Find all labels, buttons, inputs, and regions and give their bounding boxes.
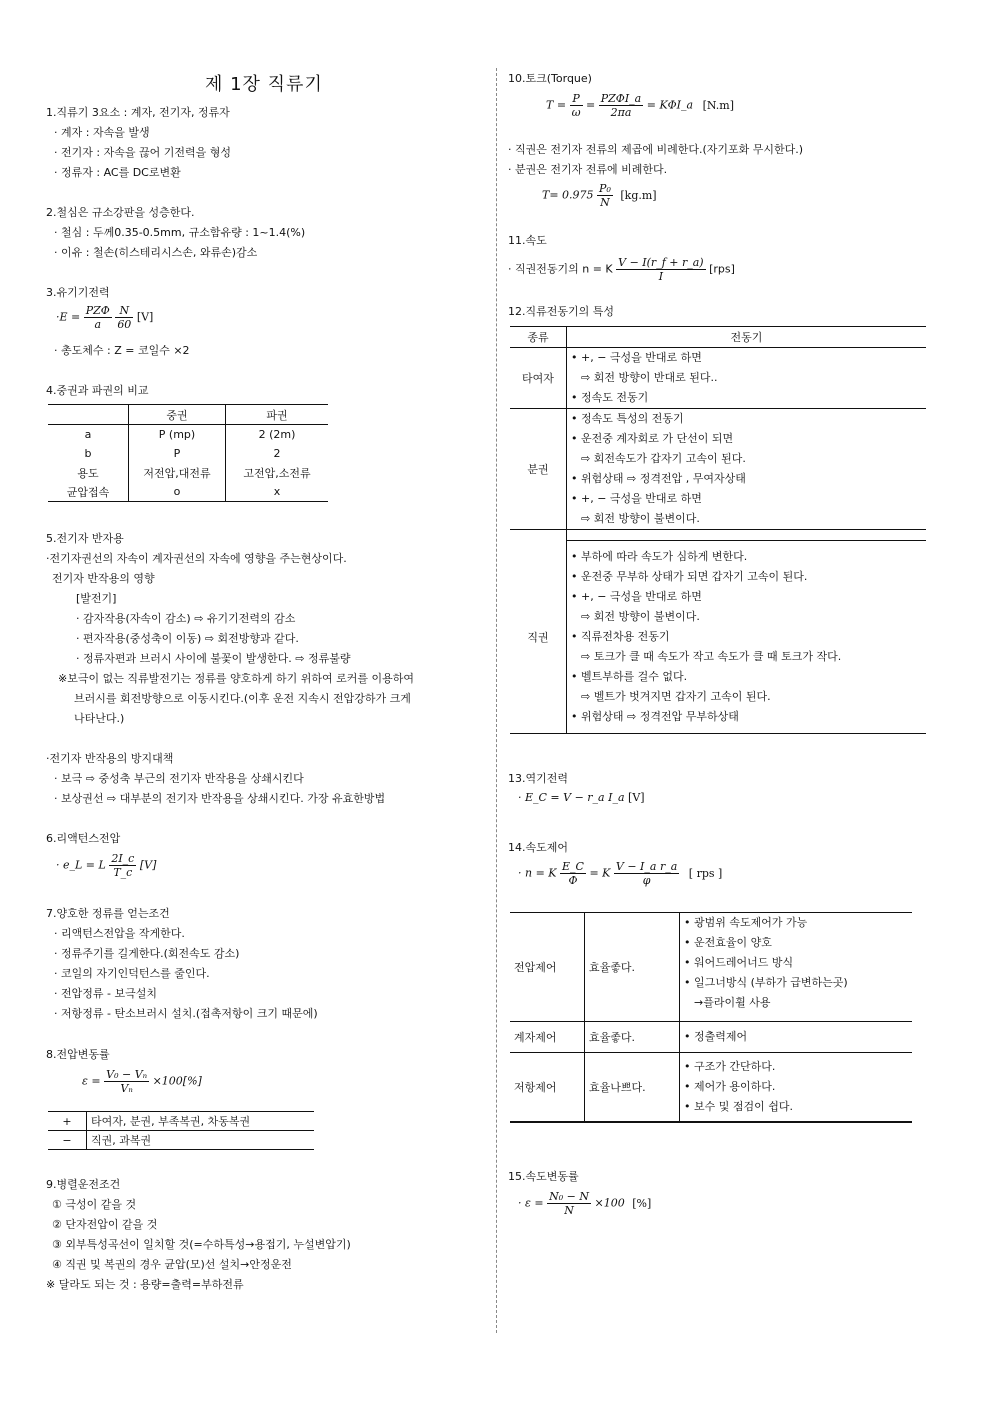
- s7-item: · 리액턴스전압을 작게한다.: [54, 927, 185, 940]
- s5-line: ·전기자권선의 자속이 계자권선의 자속에 영향을 주는현상이다.: [46, 552, 347, 565]
- s5-line: 브러시를 회전방향으로 이동시킨다.(이후 운전 지속시 전압강하가 크게: [74, 692, 411, 705]
- s5-prevent-item: · 보극 ⇨ 중성축 부근의 전기자 반작용을 상쇄시킨다: [54, 772, 304, 785]
- s10-item: · 분권은 전기자 전류에 비례한다.: [508, 163, 668, 176]
- s8-formula: ε = $\frac{\text{V₀ − Vₙ}}{\text{Vₙ}}$ ×100[%]: [82, 1068, 202, 1095]
- s5-line: · 정류자편과 브러시 사이에 불꽃이 발생한다. ⇨ 정류불량: [76, 652, 351, 665]
- s1-heading: 1.직류기 3요소 : 계자, 전기자, 정류자: [46, 106, 230, 119]
- s6-heading: 6.리액턴스전압: [46, 832, 121, 845]
- s14-heading: 14.속도제어: [508, 841, 568, 854]
- s7-item: · 코일의 자기인덕턴스를 줄인다.: [54, 967, 210, 980]
- s12-heading: 12.직류전동기의 특성: [508, 305, 614, 318]
- s9-heading: 9.병렬운전조건: [46, 1178, 121, 1191]
- s3-heading: 3.유기기전력: [46, 286, 110, 299]
- s9-item: ② 단자전압이 같을 것: [52, 1218, 158, 1231]
- s10-item: · 직권은 전기자 전류의 제곱에 비례한다.(자기포화 무시한다.): [508, 143, 804, 156]
- s14-formula: · n = K $\frac{E\_C}{\Phi}$ = K $\frac{\text{V − I\_a r\_a}}{\varphi}$ [ rps ]: [518, 860, 723, 887]
- s1-item: · 정류자 : AC를 DC로변환: [54, 166, 181, 179]
- s13-heading: 13.역기전력: [508, 772, 568, 785]
- s14-table: 전압제어 효율좋다. • 광범위 속도제어가 가능 • 운전효율이 양호 • 워어드레어너드 방식 • 일그너방식 (부하가 급변하는곳) →플라이휠 사용 계자제어 효율좋다. • 정출력제어 저항제어 효율나쁘다. • 구조가 간단하다. • 제어가 용이하다. • 보수 및 점검이 쉽다.: [510, 912, 912, 1123]
- s3-item: · 총도체수 : Z = 코일수 ×2: [54, 344, 190, 357]
- s5-line: 나타난다.): [74, 712, 125, 725]
- s10-formula: T = $\frac{P}{\omega}$ = $\frac{\text{PZΦI\_a}}{2\pi a}$ = KΦI_a [N.m]: [546, 92, 735, 119]
- s3-formula: ·E = $\frac{\text{PZΦ}}{a}$ $\frac{N}{60}$ [V]: [56, 304, 154, 331]
- s10-formula-2: T= 0.975 $\frac{\text{P₀}}{N}$ [kg.m]: [542, 182, 657, 209]
- s4-table: 중권 파권 a P (mp) 2 (2m) b P 2 용도 저전압,대전류 고전압,소전류 균압접속 o x: [48, 404, 328, 502]
- s5-line: 전기자 반작용의 영향: [52, 572, 155, 585]
- s2-heading: 2.철심은 규소강판을 성층한다.: [46, 206, 195, 219]
- s7-item: · 정류주기를 길게한다.(회전속도 감소): [54, 947, 240, 960]
- s10-heading: 10.토크(Torque): [508, 72, 592, 85]
- s7-item: · 전압정류 - 보극설치: [54, 987, 157, 1000]
- column-divider: [496, 68, 497, 1333]
- s1-item: · 계자 : 자속을 발생: [54, 126, 150, 139]
- s15-formula: · ε = $\frac{\text{N₀ − N}}{N}$ ×100 [%]: [518, 1190, 652, 1217]
- s2-item: · 이유 : 철손(히스테리시스손, 와류손)감소: [54, 246, 258, 259]
- s5-heading: 5.전기자 반자용: [46, 532, 124, 545]
- s5-prevent-item: · 보상권선 ⇨ 대부분의 전기자 반작용을 상쇄시킨다. 가장 유효한방법: [54, 792, 386, 805]
- s8-table: + 타여자, 분권, 부족복권, 차동복권 − 직권, 과복권: [48, 1111, 314, 1150]
- s13-formula: · E_C = V − r_a I_a [V]: [518, 791, 645, 804]
- s9-item: ④ 직권 및 복권의 경우 균압(모)선 설치→안정운전: [52, 1258, 292, 1271]
- s9-note: ※ 달라도 되는 것 : 용량=출력=부하전류: [46, 1278, 244, 1291]
- s5-line: · 감자작용(자속이 감소) ⇨ 유기기전력의 감소: [76, 612, 296, 625]
- s5-prevent-heading: ·전기자 반작용의 방지대책: [46, 752, 174, 765]
- s11-formula: · 직권전동기의 n = K $\frac{V - I(r\_f + r\_a)}{I}$ [rps]: [508, 256, 735, 283]
- s5-line: ※보극이 없는 직류발전기는 정류를 양호하게 하기 위하여 로커를 이용하여: [58, 672, 414, 685]
- s1-item: · 전기자 : 자속을 끊어 기전력을 형성: [54, 146, 231, 159]
- s15-heading: 15.속도변동률: [508, 1170, 579, 1183]
- s11-heading: 11.속도: [508, 234, 547, 247]
- s9-item: ③ 외부특성곡선이 일치할 것(=수하특성→용접기, 누설변압기): [52, 1238, 351, 1251]
- s9-item: ① 극성이 같을 것: [52, 1198, 137, 1211]
- page-title: 제 1장 직류기: [205, 74, 323, 95]
- s5-line: · 편자작용(중성축이 이동) ⇨ 회전방향과 같다.: [76, 632, 299, 645]
- s5-line: [발전기]: [76, 592, 117, 605]
- s6-formula: · e_L = L $\frac{2I\_c}{T\_c}$ [V]: [56, 852, 157, 879]
- s2-item: · 철심 : 두께0.35-0.5mm, 규소함유량 : 1~1.4(%): [54, 226, 306, 239]
- s7-item: · 저항정류 - 탄소브러시 설치.(접촉저항이 크기 때문에): [54, 1007, 318, 1020]
- s12-table: 종류 전동기 타여자 • +, − 극성을 반대로 하면 ⇨ 회전 방향이 반대로 된다.. • 정속도 전동기 분권 • 정속도 특성의 전동기 • 운전중 계자회로 가 단선이 되면 ⇨ 회전속도가 갑자기 고속이 된다. • 위험상태 ⇨ 정격전압 , 무여자상태 • +, − 극성을 반대로 하면 ⇨ 회전 방향이 불변이다. 직권 • 부하에 따라 속도가 심하게 변한다. • 운전중 무부하 상태가 되면 갑자기 고속이 된다. • +, − 극성을 반대로 하면 ⇨ 회전 방향이 불변이다. • 직류전차용 전동기 ⇨ 토크가 클 때 속도가 작고 속도가 클 때 토크가 작다. • 벨트부하를 걸수 없다. ⇨ 벨트가 벗겨지면 갑자기 고속이 된다. • 위험상태 ⇨ 정격전압 무부하상태: [510, 326, 926, 734]
- s8-heading: 8.전압변동률: [46, 1048, 110, 1061]
- s7-heading: 7.양호한 정류를 얻는조건: [46, 907, 170, 920]
- s4-heading: 4.중권과 파권의 비교: [46, 384, 149, 397]
